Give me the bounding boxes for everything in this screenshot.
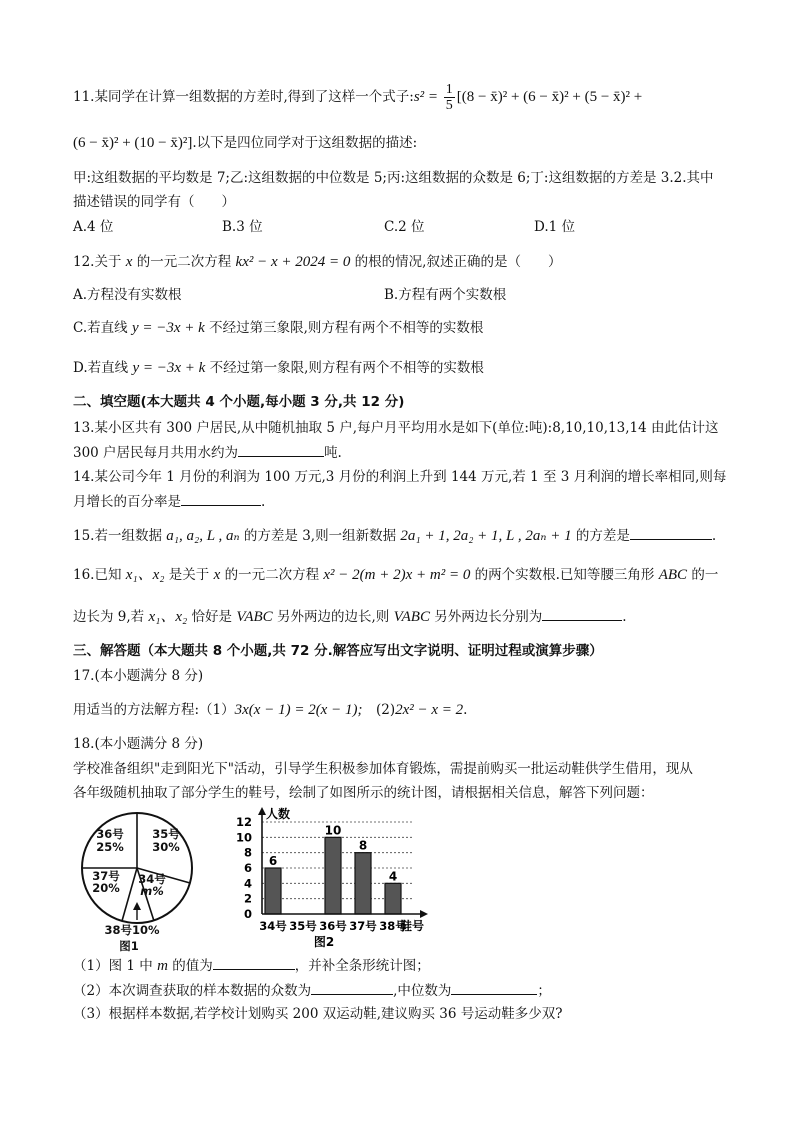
q16-line2c: 另外两边的边长,则 [272,609,394,625]
q15-seq2: 2a₁ + 1, 2a₂ + 1, L , 2aₙ + 1 [400,528,572,544]
q16-e: 的一 [687,567,719,583]
q17-line [73,700,467,720]
bar-38号 [385,883,401,914]
pie-pct-35: 30% [152,840,180,854]
q12-option-c-a: C.若直线 [73,320,132,336]
q12-option-b: B.方程有两个实数根 [384,287,507,303]
y-tick-label: 6 [243,861,252,875]
pie-label-36: 36号 [96,827,124,841]
q18-sub1 [73,955,430,976]
q15-c: 的方差是 [571,528,630,544]
x-tick-label: 34号 [259,919,287,933]
q12-option-c-b: 不经过第三象限,则方程有两个不相等的实数根 [204,320,484,336]
bar-chart-ylabel: 人数 [266,807,291,821]
q18-sub2-median-blank[interactable] [451,980,537,995]
q16-line1 [73,565,718,585]
section3-title: 三、解答题（本大题共 8 个小题,共 72 分.解答应写出文字说明、证明过程或演算步骤） [73,643,603,659]
q18-sub2a: （2）本次调查获取的样本数据的众数为 [73,983,312,999]
q11-lead: 11.某同学在计算一组数据的方差时,得到了这样一个式子: [73,89,414,105]
q17-head: 17.(本小题满分 8 分) [73,668,204,684]
q11-formula-b: [(8 − x̄)² + (6 − x̄)² + (5 − x̄)² + [456,89,643,105]
q12-option-d-eq: y = −3x + k [132,360,206,376]
bar-value-label: 4 [388,869,398,884]
q16-line2a: 边长为 9,若 [73,609,149,625]
q12-option-c [73,318,483,338]
pie-chart-figure [72,808,212,958]
bar-value-label: 8 [358,838,368,853]
q18-sub1b: 的值为 [167,958,213,974]
q13-line1: 13.某小区共有 300 户居民,从中随机抽取 5 户,每户月平均用水是如下(单位:吨):8,10,10,13,14 由此估计这 [73,420,719,436]
q11-line1 [73,82,642,113]
q14-answer-blank[interactable] [181,491,261,506]
q12-option-c-eq: y = −3x + k [131,320,205,336]
q16-equation: x² − 2(m + 2)x + m² = 0 [323,567,471,583]
q13-answer-blank[interactable] [238,442,324,457]
x-tick-label: 36号 [319,919,347,933]
q12-tail: 的根的情况,叙述正确的是（ ） [350,254,562,270]
q17-a: 用适当的方法解方程:（1） [73,702,235,718]
y-tick-label: 8 [243,845,252,860]
q13-line2b: 吨. [324,445,342,461]
x-tick-label: 35号 [289,919,317,933]
bar-chart-caption: 图2 [313,935,335,949]
q18-sub3: （3）根据样本数据,若学校计划购买 200 双运动鞋,建议购买 36 号运动鞋多少双? [73,1006,563,1022]
q18-sub2c: ； [537,983,551,999]
q18-sub2b: ,中位数为 [393,983,452,999]
q16-c: 的一元二次方程 [220,567,324,583]
y-tick-label: 0 [243,907,252,921]
q16-triangle-2: VABC [236,609,273,625]
q15-b: 的方差是 3,则一组新数据 [239,528,401,544]
bar-chart-xlabels [259,919,407,933]
bar-37号 [355,853,371,914]
x-tick-label: 37号 [349,919,377,933]
q16-triangle: ABC [658,567,688,583]
q16-b: 是关于 [164,567,214,583]
x-tick-label: 38号 [379,919,407,933]
q11-fraction [444,82,455,113]
q11-line2 [73,133,417,153]
q15-answer-blank[interactable] [630,525,712,540]
bar-chart-x-arrow [420,910,428,918]
q11-frac-den: 5 [445,98,453,113]
pie-label-37: 37号 [92,869,120,883]
bar-chart-y-arrow [258,807,266,815]
q12-equation: kx² − x + 2024 = 0 [235,254,351,270]
pie-label-38: 38号10% [104,923,160,937]
q18-line2: 各年级随机抽取了部分学生的鞋号，绘制了如图所示的统计图，请根据相关信息，解答下列问题： [73,785,654,801]
bar-chart-bars [265,823,401,914]
section2-title: 二、填空题(本大题共 4 个小题,每小题 3 分,共 12 分) [73,394,405,410]
q17-c: . [463,702,468,718]
q18-sub1-blank[interactable] [213,955,295,970]
q16-line2e: . [622,609,627,625]
q16-a: 16.已知 [73,567,126,583]
q12-option-d [73,358,484,378]
q16-vars-2: x₁、x₂ [148,609,188,625]
q15-line [73,525,716,546]
q16-vars: x₁、x₂ [125,567,165,583]
q18-sub2 [73,980,551,1001]
q16-line2 [73,606,627,627]
q12-option-d-a: D.若直线 [73,360,133,376]
q11-option-d: D.1 位 [534,219,576,235]
q14-line2 [73,491,265,512]
q11-desc-line1: 甲:这组数据的平均数是 7;乙:这组数据的中位数是 5;丙:这组数据的众数是 6;丁:这组数据的方差是 3.2.其中 [73,170,714,186]
q11-option-b: B.3 位 [222,219,263,235]
pie-label-35: 35号 [152,827,180,841]
q14-line2a: 月增长的百分率是 [73,494,181,510]
q12-var: x [125,254,133,270]
q11-frac-num: 1 [445,82,453,97]
q16-line2d: 另外两边长分别为 [429,609,543,625]
bar-value-label: 6 [268,854,278,868]
pie-divider-bottom-left [122,868,137,921]
q17-eq1: 3x(x − 1) = 2(x − 1); [234,702,363,718]
y-tick-label: 4 [243,876,252,891]
q11-desc-line2: 描述错误的同学有（ ） [73,194,235,210]
q11-formula-a: s² = [413,89,442,105]
q18-sub2-mode-blank[interactable] [311,980,393,995]
q18-sub1a: （1）图 1 中 [73,958,158,974]
q12-option-a: A.方程没有实数根 [73,287,182,303]
y-tick-label: 12 [235,815,252,829]
q17-b: (2) [362,702,396,718]
q16-triangle-3: VABC [393,609,430,625]
bar-36号 [325,837,341,914]
pie-pct-34: m% [140,884,164,898]
q16-var: x [213,567,221,583]
q18-sub1-m: m [157,958,168,974]
q15-seq1: a₁, a₂, L , aₙ [166,528,240,544]
pie-caption: 图1 [119,939,139,953]
q15-a: 15.若一组数据 [73,528,167,544]
q14-line2b: . [261,494,266,510]
q12-lead: 12.关于 [73,254,126,270]
pie-pointer-arrow [133,902,141,910]
q18-head: 18.(本小题满分 8 分) [73,736,204,752]
q14-line1: 14.某公司今年 1 月份的利润为 100 万元,3 月份的利润上升到 144 万元,若 1 至 3 月利润的增长率相同,则每 [73,469,727,485]
q18-line1: 学校准备组织"走到阳光下"活动，引导学生积极参加体育锻炼，需提前购买一批运动鞋供学生借用，现从 [73,761,693,777]
q18-sub1c: ，并补全条形统计图； [294,958,430,974]
bar-34号 [265,868,281,914]
q15-d: . [711,528,717,544]
q17-eq2: 2x² − x = 2 [395,702,464,718]
q16-d: 的两个实数根.已知等腰三角形 [470,567,659,583]
q12-option-d-b: 不经过第一象限,则方程有两个不相等的实数根 [205,360,484,376]
pie-pct-37: 20% [92,881,120,895]
q13-line2a: 300 户居民每月共用水约为 [73,445,239,461]
q11-tail: .以下是四位同学对于这组数据的描述: [192,135,418,151]
q16-line2b: 恰好是 [187,609,237,625]
y-tick-label: 2 [243,891,252,906]
q13-line2 [73,442,342,463]
bar-chart-figure [228,806,458,958]
y-tick-label: 10 [235,830,252,845]
bar-chart-xlabel: 鞋号 [400,919,425,933]
pie-label-34: 34号 [138,872,166,886]
bar-value-label: 10 [324,823,342,838]
q12-mid: 的一元二次方程 [132,254,236,270]
bar-chart-yticks [236,815,252,921]
q16-answer-blank[interactable] [542,606,622,621]
pie-pct-36: 25% [96,840,124,854]
q11-formula-c: (6 − x̄)² + (10 − x̄)²] [73,135,193,151]
q11-option-a: A.4 位 [73,219,114,235]
q12-stem [73,252,561,272]
q11-option-c: C.2 位 [384,219,425,235]
